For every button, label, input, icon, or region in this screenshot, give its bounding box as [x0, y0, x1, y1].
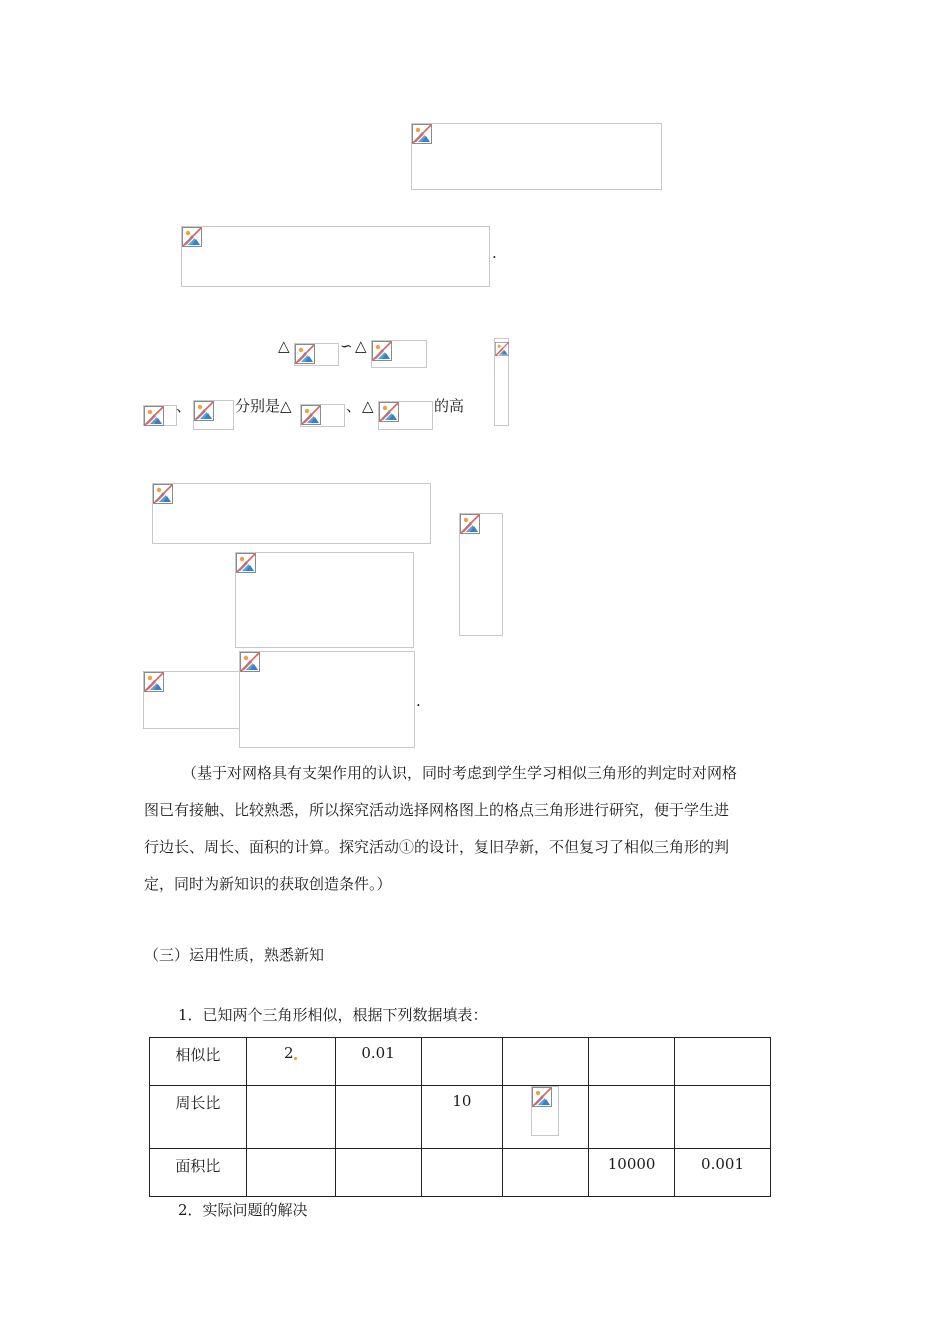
formula-image — [181, 226, 490, 287]
broken-image-icon — [236, 553, 256, 573]
table-row — [150, 1149, 771, 1197]
text-fragment: 分别是△ — [235, 397, 292, 415]
table-cell — [589, 1038, 675, 1086]
table-cell: 面积比 — [150, 1149, 247, 1197]
broken-image-icon — [301, 405, 321, 425]
formula-image — [193, 400, 234, 430]
broken-image-icon — [532, 1087, 552, 1107]
table-cell — [675, 1038, 771, 1086]
triangle-symbol: △ — [278, 337, 290, 355]
table-cell: 10000 — [589, 1149, 675, 1197]
table-cell — [675, 1086, 771, 1149]
formula-image — [152, 483, 431, 544]
similar-symbol: ∽ — [340, 337, 353, 355]
triangle-symbol: △ — [362, 397, 374, 415]
table-cell — [589, 1086, 675, 1149]
broken-image-icon — [295, 344, 315, 364]
broken-image-icon — [372, 341, 392, 361]
broken-image-icon — [153, 484, 173, 504]
paragraph-line: 定，同时为新知识的获取创造条件。） — [144, 875, 392, 893]
table-cell: 相似比 — [150, 1038, 247, 1086]
text-fragment: 的高 — [434, 397, 465, 415]
table-cell — [246, 1086, 335, 1149]
table-cell: 0.001 — [675, 1149, 771, 1197]
exercise-item: 1．已知两个三角形相似，根据下列数据填表： — [178, 1006, 488, 1024]
table-cell: 10 — [421, 1086, 503, 1149]
formula-image — [459, 513, 503, 636]
broken-image-icon — [460, 514, 480, 534]
table-cell — [421, 1038, 503, 1086]
table-row — [150, 1086, 771, 1149]
table-cell — [335, 1149, 421, 1197]
formula-image — [143, 405, 177, 426]
broken-image-icon — [379, 402, 399, 422]
period: . — [492, 244, 497, 262]
paragraph-line: （基于对网格具有支架作用的认识，同时考虑到学生学习相似三角形的判定时对网格 — [182, 764, 738, 782]
broken-image-icon — [194, 401, 214, 421]
broken-image-icon — [240, 652, 260, 672]
table-cell — [503, 1038, 589, 1086]
cell-value: 2 — [283, 1044, 294, 1062]
formula-image — [294, 343, 339, 366]
table-row — [150, 1038, 771, 1086]
broken-image-icon — [412, 124, 432, 144]
table-cell — [246, 1038, 335, 1086]
table-cell — [421, 1149, 503, 1197]
paragraph-line: 行边长、周长、面积的计算。探究活动①的设计，复旧孕新，不但复习了相似三角形的判 — [144, 838, 730, 856]
ratio-table — [149, 1037, 771, 1197]
formula-image — [378, 401, 433, 430]
formula-image — [411, 123, 662, 190]
period: . — [416, 692, 421, 710]
triangle-symbol: △ — [355, 337, 367, 355]
exercise-item: 2．实际问题的解决 — [178, 1201, 308, 1219]
formula-image — [494, 338, 509, 426]
formula-image — [235, 552, 414, 648]
punctuation: 、 — [176, 397, 192, 415]
formula-image — [239, 651, 415, 748]
broken-image-icon — [182, 227, 202, 247]
table-cell — [246, 1149, 335, 1197]
design-note-paragraph — [144, 755, 804, 903]
table-cell: 周长比 — [150, 1086, 247, 1149]
table-cell — [503, 1086, 589, 1149]
broken-image-icon — [144, 672, 164, 692]
formula-image — [531, 1086, 559, 1136]
formula-image — [371, 340, 427, 368]
paragraph-line: 图已有接触、比较熟悉，所以探究活动选择网格图上的格点三角形进行研究，便于学生进 — [144, 801, 730, 819]
formula-image — [300, 404, 345, 427]
table-cell — [335, 1086, 421, 1149]
punctuation: 、 — [346, 397, 362, 415]
table-cell — [503, 1149, 589, 1197]
table-cell: 0.01 — [335, 1038, 421, 1086]
formula-image — [143, 671, 240, 729]
dot-mark-icon — [294, 1057, 297, 1060]
broken-image-icon — [144, 406, 164, 426]
section-heading: （三）运用性质，熟悉新知 — [144, 946, 325, 964]
broken-image-icon — [495, 339, 509, 359]
